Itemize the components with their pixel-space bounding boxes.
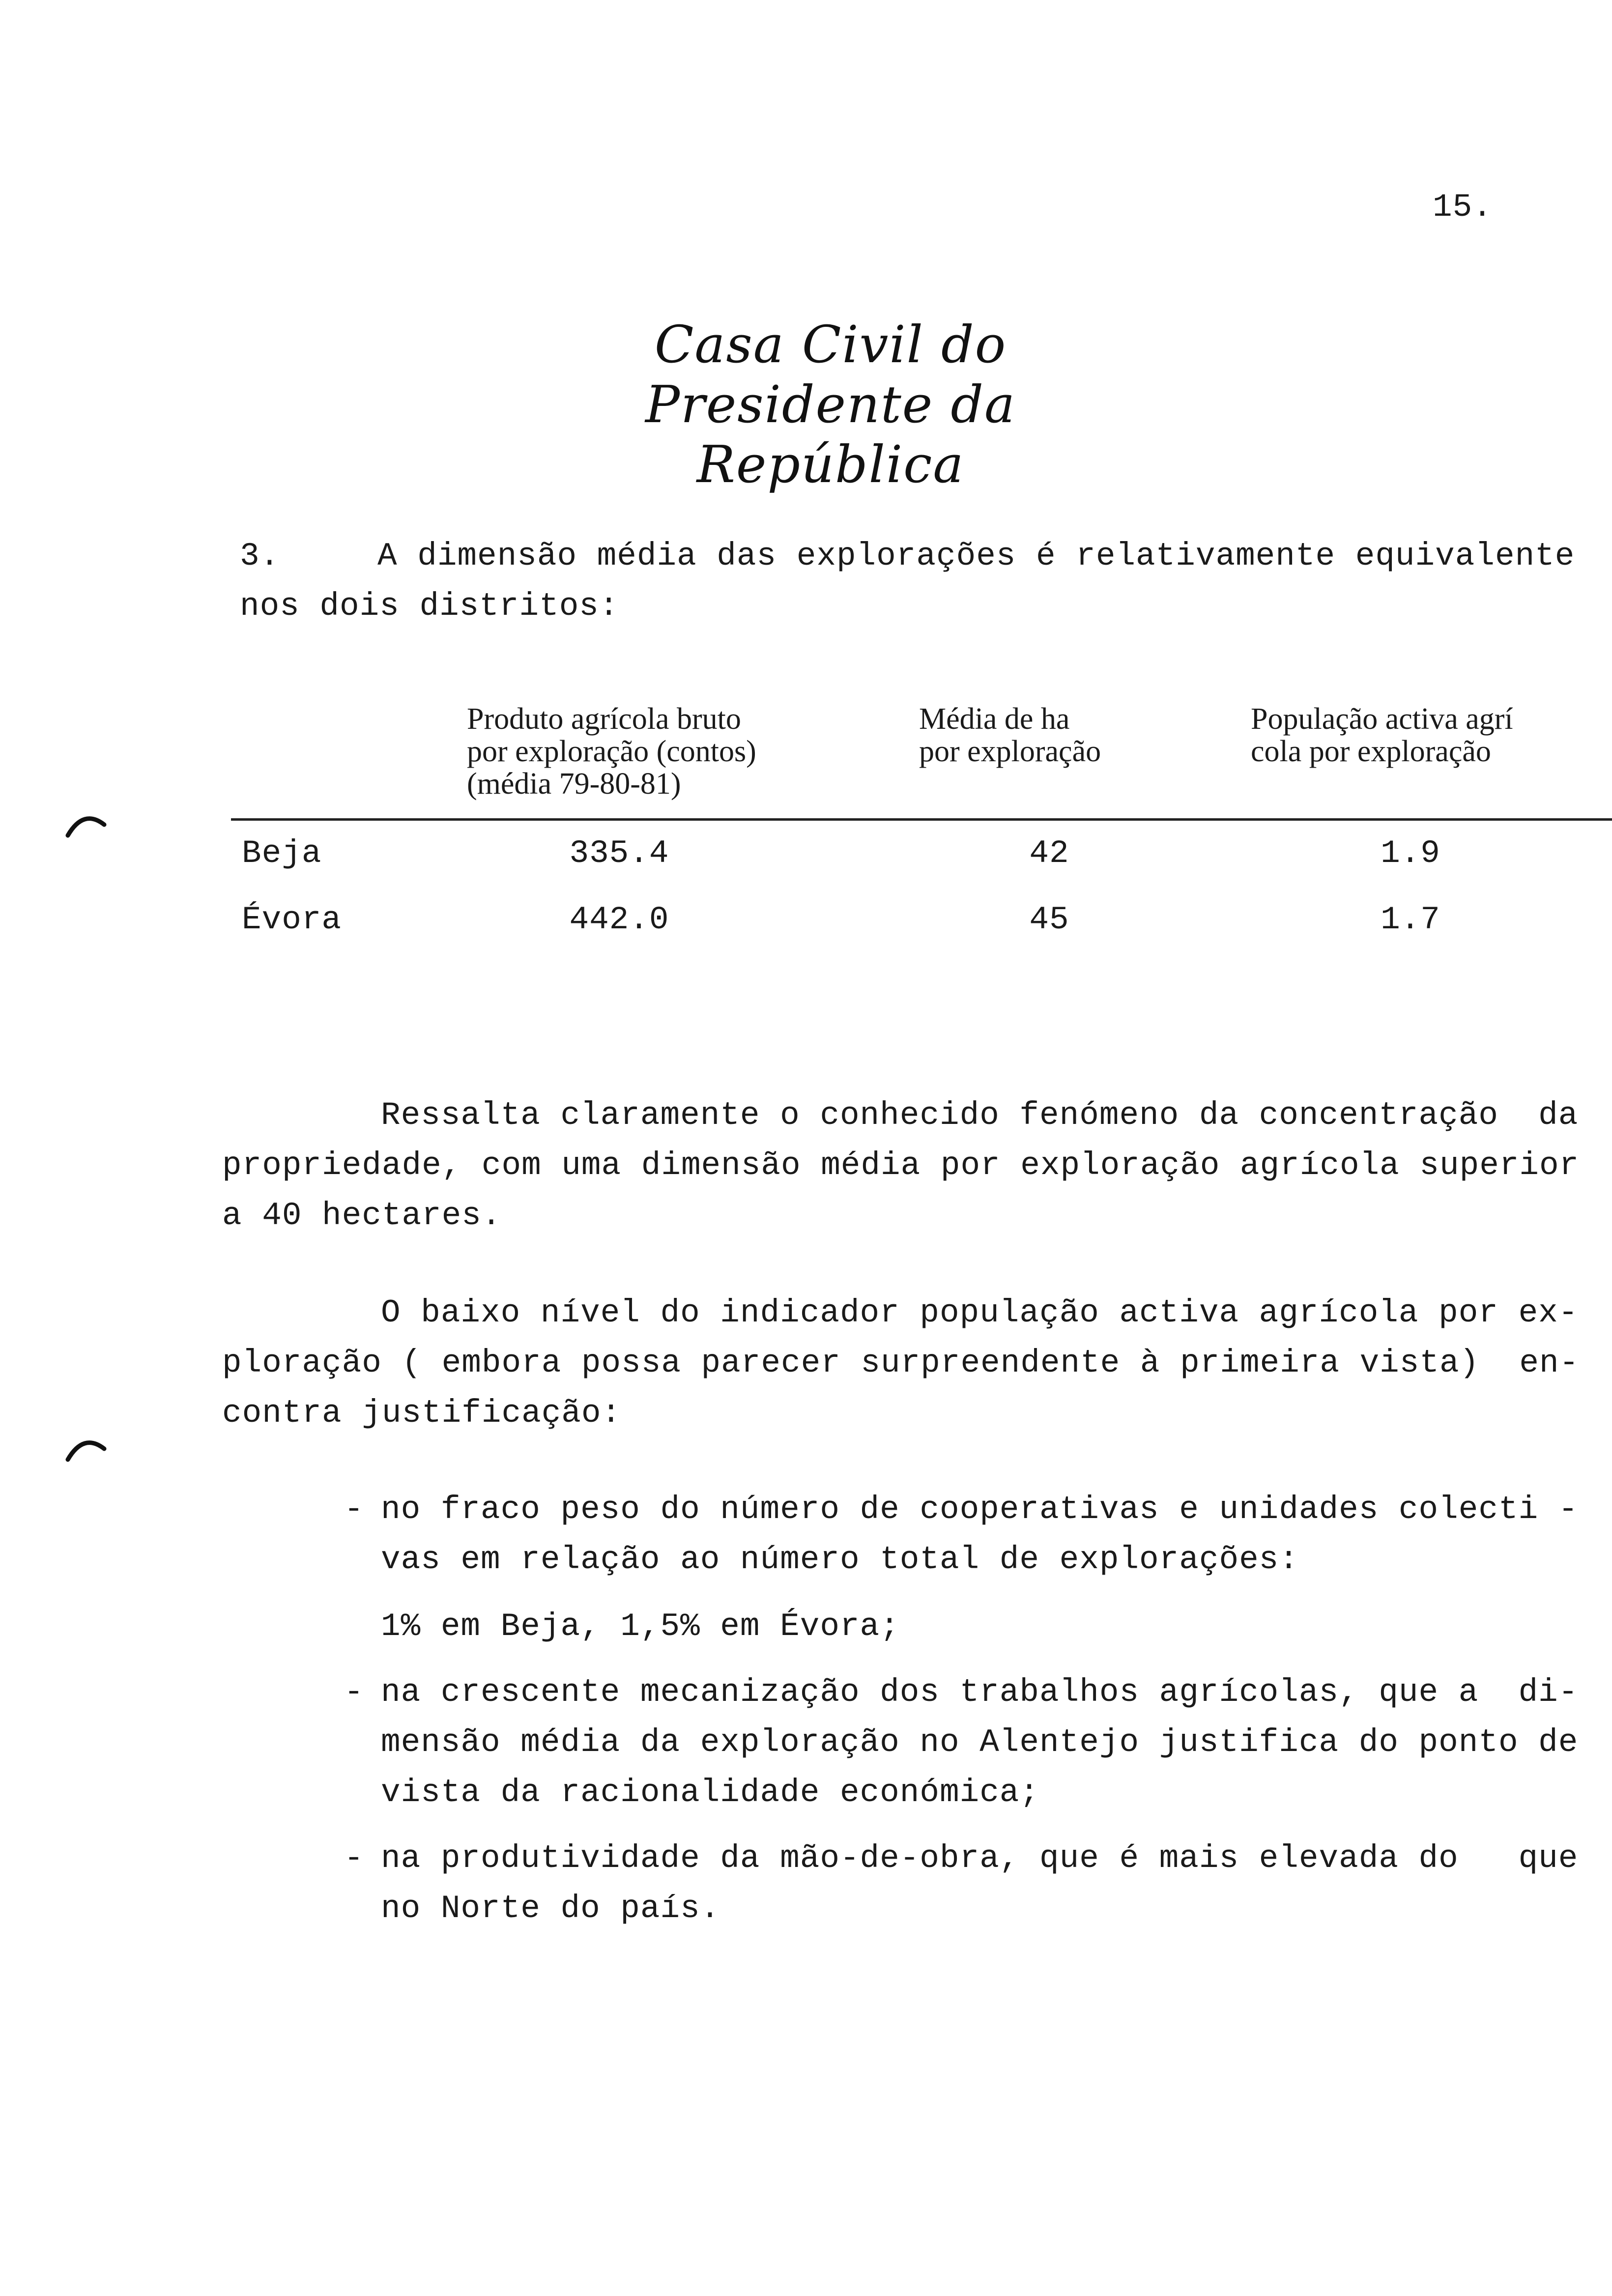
header-produto	[467, 703, 756, 800]
row-populacao: 1.7	[1381, 901, 1440, 938]
row-district: Évora	[242, 901, 342, 938]
bullet-dash: -	[344, 1491, 364, 1528]
bullet-3-line-2: no Norte do país.	[381, 1890, 720, 1927]
table-rule	[231, 818, 1612, 821]
section-number: 3.	[240, 538, 280, 574]
header-produto-line-1: Produto agrícola bruto	[467, 702, 741, 736]
bullet-2-line-3: vista da racionalidade económica;	[381, 1774, 1040, 1811]
header-populacao	[1251, 703, 1513, 768]
bullet-3-line-1: na produtividade da mão-de-obra, que é mais elevada do que	[381, 1840, 1579, 1877]
row-media-ha: 45	[1029, 901, 1069, 938]
letterhead: Casa Civil do Presidente da República	[645, 315, 1016, 494]
paragraph-2-line-1: O baixo nível do indicador população activa agrícola por ex-	[381, 1294, 1579, 1331]
header-media-ha-line-2: por exploração	[919, 735, 1101, 768]
header-produto-line-3: (média 79-80-81)	[467, 767, 681, 801]
paragraph-1-line-3: a 40 hectares.	[222, 1197, 502, 1234]
row-populacao: 1.9	[1381, 835, 1440, 872]
paragraph-2-line-3: contra justificação:	[222, 1395, 622, 1432]
bullet-dash: -	[344, 1674, 364, 1711]
bullet-1-line-3: 1% em Beja, 1,5% em Évora;	[381, 1608, 900, 1645]
section-line-1: A dimensão média das explorações é relativamente equivalente	[377, 538, 1575, 574]
row-produto: 335.4	[569, 835, 669, 872]
page-number: 15.	[1433, 189, 1493, 226]
paragraph-1-line-2: propriedade, com uma dimensão média por exploração agrícola superior	[222, 1147, 1580, 1184]
header-populacao-line-2: cola por exploração	[1251, 735, 1491, 768]
header-produto-line-2: por exploração (contos)	[467, 735, 756, 768]
row-media-ha: 42	[1029, 835, 1069, 872]
row-produto: 442.0	[569, 901, 669, 938]
header-media-ha	[919, 703, 1101, 768]
bullet-2-line-2: mensão média da exploração no Alentejo justifica do ponto de	[381, 1724, 1579, 1761]
paragraph-2-line-2: ploração ( embora possa parecer surpreendente à primeira vista) en-	[222, 1345, 1580, 1381]
binder-mark-icon	[64, 1435, 108, 1464]
paragraph-1-line-1: Ressalta claramente o conhecido fenómeno da concentração da	[381, 1097, 1579, 1134]
section-line-2: nos dois distritos:	[240, 588, 619, 625]
bullet-1-line-1: no fraco peso do número de cooperativas e unidades colecti -	[381, 1491, 1579, 1528]
binder-mark-icon	[64, 811, 108, 840]
bullet-2-line-1: na crescente mecanização dos trabalhos agrícolas, que a di-	[381, 1674, 1579, 1711]
row-district: Beja	[242, 835, 322, 872]
bullet-1-line-2: vas em relação ao número total de explorações:	[381, 1541, 1299, 1578]
header-media-ha-line-1: Média de ha	[919, 702, 1070, 736]
header-populacao-line-1: População activa agrí	[1251, 702, 1513, 736]
bullet-dash: -	[344, 1840, 364, 1877]
